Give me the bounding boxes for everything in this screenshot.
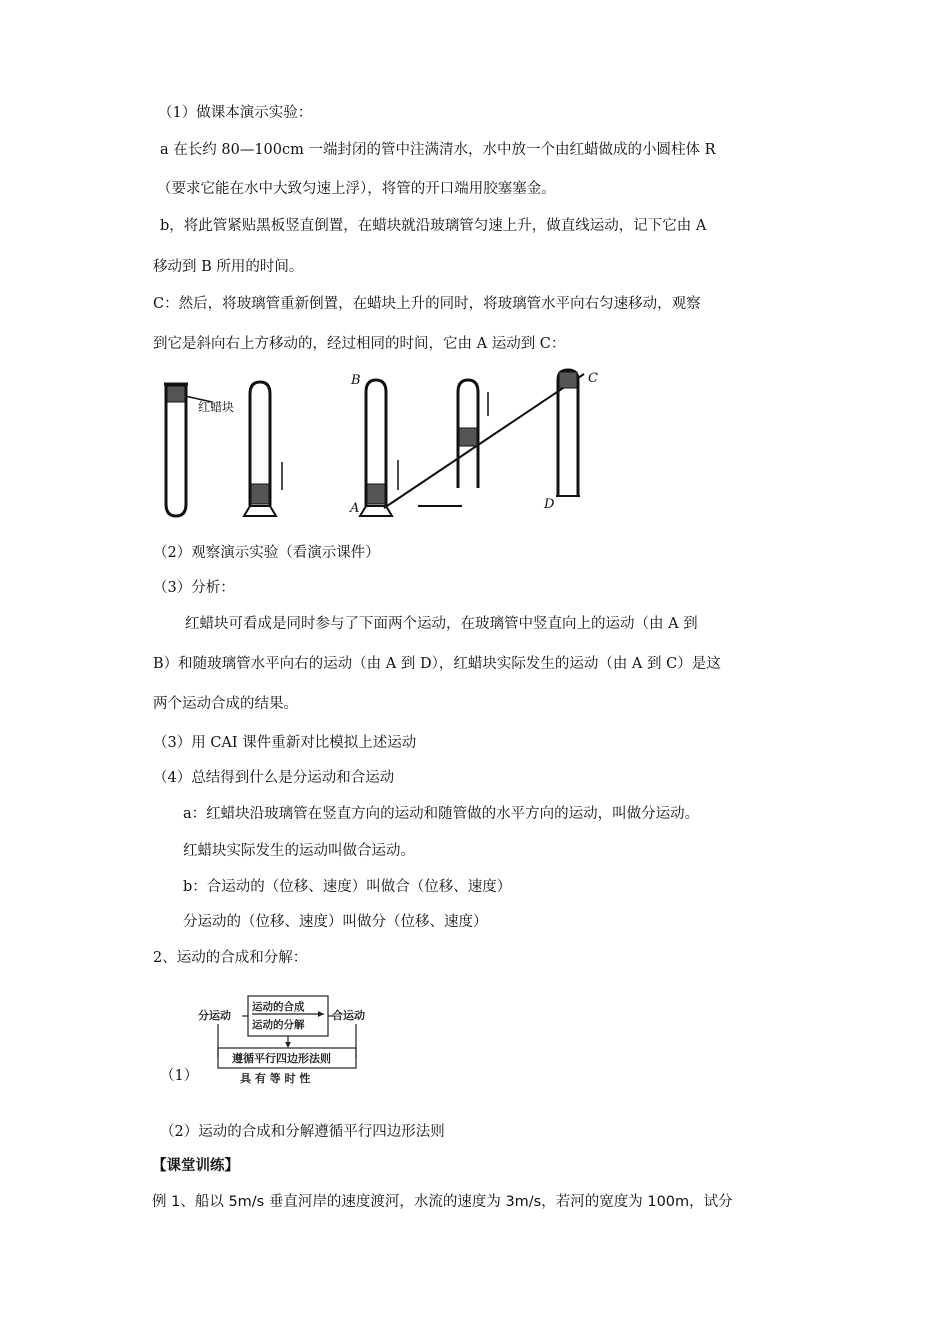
decomposition-label: 运动的分解 bbox=[252, 1019, 305, 1031]
paragraph-demo-title: （1）做课本演示实验： bbox=[158, 105, 313, 121]
example-1: 例 1、船以 5m/s 垂直河岸的速度渡河，水流的速度为 3m/s，若河的宽度为 100m，试分 bbox=[152, 1194, 733, 1210]
paragraph-analysis-body-1: 红蜡块可看成是同时参与了下面两个运动，在玻璃管中竖直向上的运动（由 A 到 bbox=[185, 616, 698, 632]
paragraph-summary: （4）总结得到什么是分运动和合运动 bbox=[153, 770, 395, 786]
paragraph-step-b-1: b，将此管紧贴黑板竖直倒置，在蜡块就沿玻璃管匀速上升，做直线运动，记下它由 A bbox=[160, 218, 707, 234]
paragraph-cai: （3）用 CAI 课件重新对比模拟上述运动 bbox=[153, 735, 417, 751]
paragraph-composition: 2、运动的合成和分解： bbox=[153, 950, 308, 966]
paragraph-analysis: （3）分析： bbox=[153, 580, 235, 596]
point-b-label: B bbox=[351, 373, 361, 388]
resultant-motion-label: 合运动 bbox=[332, 1009, 365, 1022]
paragraph-step-a-2: （要求它能在水中大致匀速上浮），将管的开口端用胶塞塞金。 bbox=[157, 181, 556, 197]
paragraph-observe: （2）观察演示实验（看演示课件） bbox=[153, 545, 380, 561]
paragraph-analysis-body-2: B）和随玻璃管水平向右的运动（由 A 到 D），红蜡块实际发生的运动（由 A 到 C）是这 bbox=[153, 656, 721, 672]
paragraph-step-c-2: 到它是斜向右上方移动的，经过相同的时间，它由 A 运动到 C： bbox=[153, 336, 566, 352]
paragraph-summary-b2: 分运动的（位移、速度）叫做分（位移、速度） bbox=[183, 914, 488, 930]
point-d-label: D bbox=[544, 497, 555, 512]
paragraph-summary-a2: 红蜡块实际发生的运动叫做合运动。 bbox=[183, 843, 415, 859]
paragraph-analysis-body-3: 两个运动合成的结果。 bbox=[153, 696, 298, 712]
composition-diagram bbox=[196, 986, 376, 1086]
diagram-index: （1） bbox=[160, 1068, 199, 1084]
paragraph-step-a-1: a 在长约 80—100cm 一端封闭的管中注满清水，水中放一个由红蜡做成的小圆柱体 R bbox=[160, 142, 716, 158]
composition-label: 运动的合成 bbox=[252, 1001, 305, 1013]
paragraph-summary-a: a：红蜡块沿玻璃管在竖直方向的运动和随管做的水平方向的运动，叫做分运动。 bbox=[183, 806, 700, 822]
point-c-label: C bbox=[588, 371, 598, 386]
paragraph-summary-b: b：合运动的（位移、速度）叫做合（位移、速度） bbox=[183, 879, 512, 895]
sub-motion-label: 分运动 bbox=[198, 1009, 231, 1022]
paragraph-step-b-2: 移动到 B 所用的时间。 bbox=[153, 259, 304, 275]
point-a-label: A bbox=[350, 501, 360, 516]
isochronism-label: 具 有 等 时 性 bbox=[240, 1072, 311, 1085]
paragraph-parallelogram: （2）运动的合成和分解遵循平行四边形法则 bbox=[160, 1124, 445, 1140]
paragraph-step-c-1: C：然后，将玻璃管重新倒置，在蜡块上升的同时，将玻璃管水平向右匀速移动，观察 bbox=[153, 296, 701, 312]
wax-block-label: 红蜡块 bbox=[198, 400, 235, 414]
section-heading-class-training: 【课堂训练】 bbox=[152, 1158, 239, 1174]
parallelogram-rule-label: 遵循平行四边形法则 bbox=[232, 1052, 331, 1065]
tube-experiment-figure bbox=[156, 366, 612, 522]
